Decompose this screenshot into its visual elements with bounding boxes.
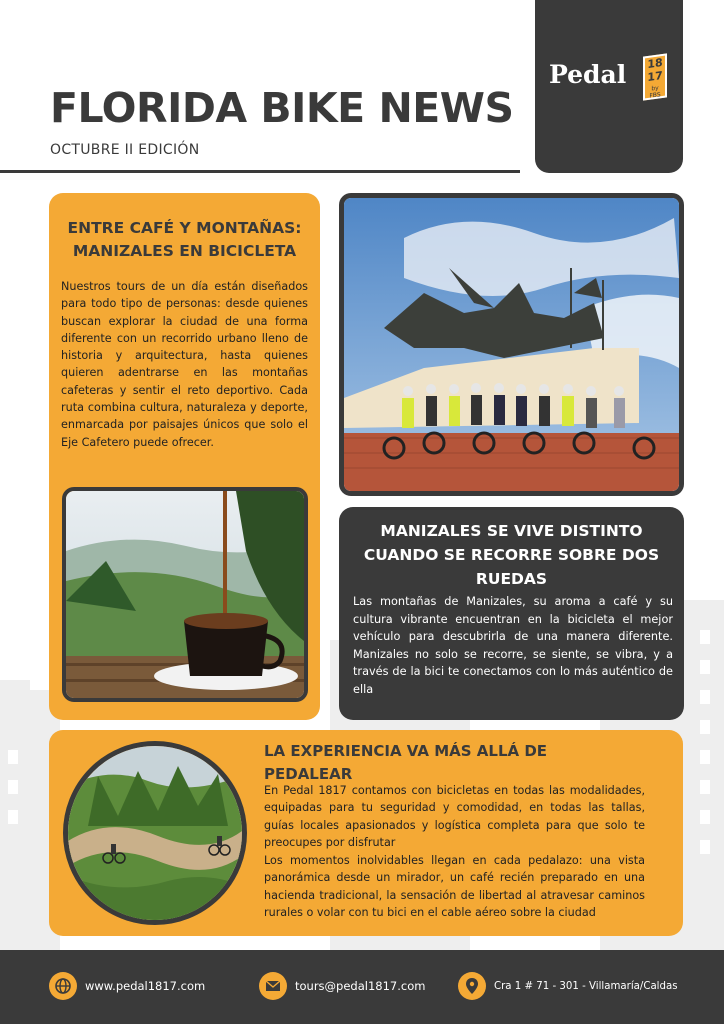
address-contact [458,971,678,1001]
trail-riders-photo [63,741,247,925]
header-divider [0,170,520,173]
edition-label: OCTUBRE II EDICIÓN [50,142,200,158]
article-body-1: En Pedal 1817 contamos con bicicletas en todas las modalidades, equipadas para tu seguridad y comodidad, en todas las tallas, guías locales apasionados y logística completa para que solo te preocupes por disfrutar [264,784,645,850]
website-contact[interactable] [49,971,205,1001]
article-heading: MANIZALES SE VIVE DISTINTO CUANDO SE RECORRE SOBRE DOS RUEDAS [363,522,660,588]
logo-badge-sub: by FBS [649,84,661,100]
article-body: Nuestros tours de un día están diseñados para todo tipo de personas: desde quienes buscan explorar la ciudad de una forma diferente con un recorrido urbano lleno de historia y arquitectura, hasta quienes quieren adentrarse en las montañas cafeteras y sentir el reto deportivo. Cada ruta combina cultura, naturaleza y deporte, enmarcada por paisajes únicos que solo el Eje Cafetero puede ofrecer. [61,280,308,449]
email-contact[interactable] [259,971,425,1001]
article-body: Las montañas de Manizales, su aroma a café y su cultura vibrante encuentran en la bicicleta el mejor vehículo para descubrirla de una manera diferente. Manizales no solo se recorre, se siente, se vibra, y a través de la bici te conectamos con lo más auténtico de ella [353,595,673,696]
page-title: FLORIDA BIKE NEWS [50,84,514,132]
logo-wordmark: Pedal [549,60,627,89]
mail-icon [259,972,287,1000]
logo-badge-bottom: 17 [647,68,663,85]
cyclists-monument-photo [339,193,684,496]
article-heading: ENTRE CAFÉ Y MONTAÑAS: MANIZALES EN BICICLETA [67,219,302,260]
brand-logo [535,0,683,173]
coffee-cup-photo [62,487,308,702]
article-two-wheels [339,507,684,720]
footer-contact-bar [0,950,724,1024]
website-link[interactable]: www.pedal1817.com [85,979,206,993]
article-heading: LA EXPERIENCIA VA MÁS ALLÁ DE PEDALEAR [264,742,548,783]
address-text: Cra 1 # 71 - 301 - Villamaría/Caldas [494,980,678,992]
email-link[interactable]: tours@pedal1817.com [295,979,426,993]
logo-badge-top: 18 [647,55,663,72]
location-pin-icon [458,972,486,1000]
logo-badge [643,53,667,100]
article-body-2: Los momentos inolvidables llegan en cada pedalazo: una vista panorámica desde un mirador, un café recién preparado en una hacienda tradicional, la sensación de libertad al atravesar caminos rurales o volar con tu bici en el cable aéreo sobre la ciudad [264,854,645,920]
globe-icon [49,972,77,1000]
